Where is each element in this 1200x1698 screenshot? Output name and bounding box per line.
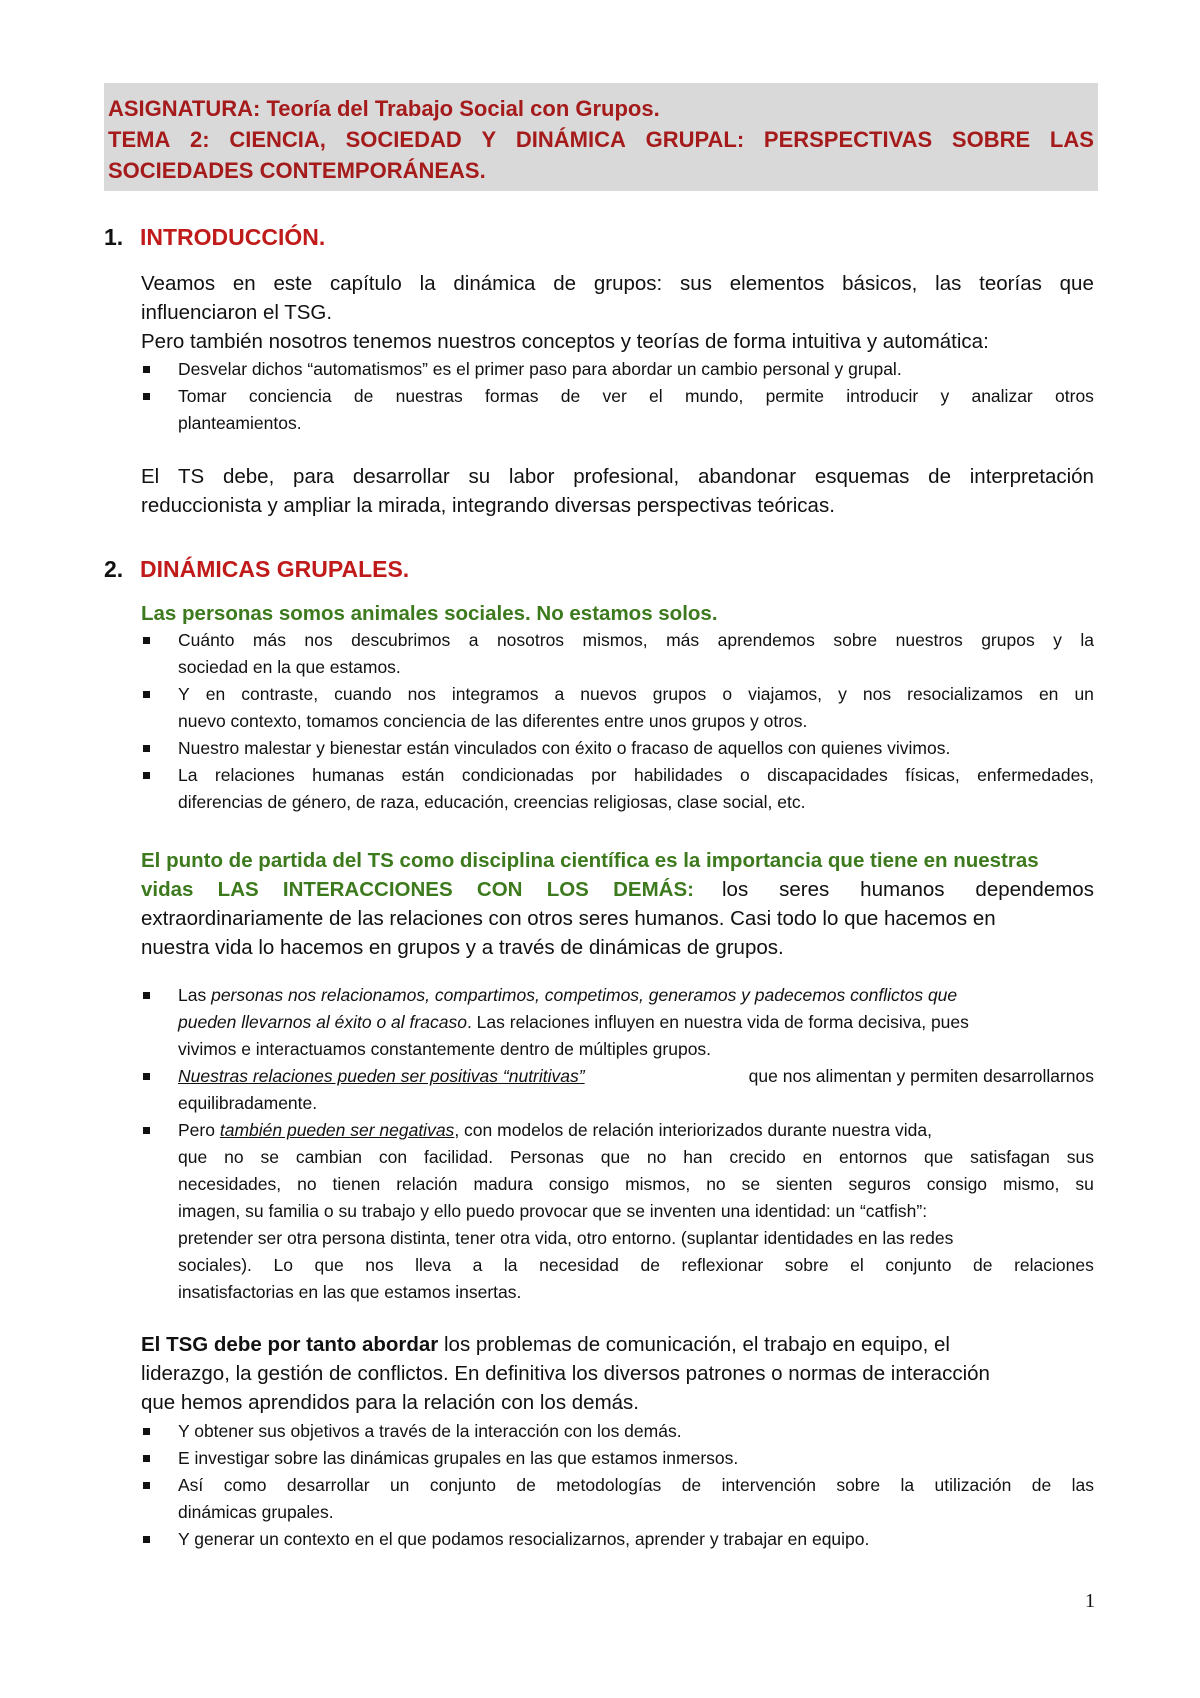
word: discapacidades: [767, 765, 888, 785]
word: Tomar: [178, 386, 227, 406]
word: grupos: [981, 630, 1035, 650]
text-line: Nuestro malestar y bienestar están vinculados con éxito o fracaso de aquellos con quienes vivimos.: [178, 738, 951, 758]
text-line: nuestra vida lo hacemos en grupos y a través de dinámicas de grupos.: [141, 936, 784, 959]
underlined-italic-text: Nuestras relaciones pueden ser positivas “nutritivas”: [178, 1066, 585, 1086]
word: labor: [508, 465, 555, 488]
word: cuando: [334, 684, 392, 704]
word: que: [924, 1147, 954, 1167]
word: grupos: [652, 684, 707, 704]
list-item: [141, 681, 1094, 735]
text-line: [178, 1009, 1094, 1036]
text-line: [178, 383, 1094, 410]
word: nuestros: [895, 630, 963, 650]
word: como: [223, 1475, 267, 1495]
word: mismo,: [1003, 1174, 1060, 1194]
bullet-icon: [143, 366, 150, 373]
text-line: [178, 681, 1094, 708]
list-item: [141, 383, 1094, 437]
word: Cuánto: [178, 630, 235, 650]
text-line: planteamientos.: [178, 413, 302, 433]
ts-closing-paragraph: [141, 462, 1094, 520]
word: enfermedades,: [977, 765, 1094, 785]
word: teorías: [979, 272, 1042, 295]
word: capítulo: [330, 272, 402, 295]
word: desarrollar: [286, 1475, 370, 1495]
word: introducir: [846, 386, 919, 406]
bullet-icon: [143, 1455, 150, 1462]
word: físicas,: [905, 765, 960, 785]
word: viajamos,: [748, 684, 823, 704]
word: dependemos: [975, 878, 1094, 901]
bullet-icon: [143, 691, 150, 698]
text-span: Las: [178, 985, 207, 1005]
word: un: [389, 1475, 410, 1495]
word: El: [141, 465, 160, 488]
word: la: [503, 1255, 518, 1275]
word: PERSPECTIVAS: [763, 127, 933, 152]
word: intervención: [721, 1475, 816, 1495]
word: humanas: [312, 765, 385, 785]
social-bullet-list: [141, 627, 1094, 816]
text-line: influenciaron el TSG.: [141, 301, 333, 324]
text-line: E investigar sobre las dinámicas grupales en las que estamos inmersos.: [178, 1448, 739, 1468]
word: Veamos: [141, 272, 216, 295]
topic-title-continuation: SOCIEDADES CONTEMPORÁNEAS.: [108, 158, 486, 183]
text-line: equilibradamente.: [178, 1093, 318, 1113]
word: SOBRE: [951, 127, 1031, 152]
text-line: sociedad en la que estamos.: [178, 657, 401, 677]
word: LAS: [1049, 127, 1094, 152]
text-span: , con modelos de relación interiorizados durante nuestra vida,: [454, 1120, 932, 1140]
subject-title: ASIGNATURA: Teoría del Trabajo Social con Grupos.: [108, 96, 660, 121]
text-line: nuevo contexto, tomamos conciencia de las diferentes entre unos grupos y otros.: [178, 711, 808, 731]
word: contraste,: [241, 684, 319, 704]
word: profesional,: [573, 465, 680, 488]
list-item: [141, 356, 1094, 383]
word: y: [940, 386, 950, 406]
word: debe,: [222, 465, 275, 488]
word: nuestras: [395, 386, 463, 406]
word: La: [178, 765, 198, 785]
text-line: [141, 1330, 1094, 1359]
list-item: [141, 627, 1094, 681]
word: de: [553, 272, 577, 295]
word: de: [928, 465, 951, 488]
text-line: que hemos aprendidos para la relación con los demás.: [141, 1391, 639, 1414]
underlined-italic-text: también pueden ser negativas: [219, 1120, 455, 1140]
word: por: [591, 765, 617, 785]
section-title: DINÁMICAS GRUPALES.: [140, 556, 410, 582]
word: relación: [396, 1174, 458, 1194]
text-line: [141, 269, 1094, 298]
word: a: [554, 684, 565, 704]
word: con: [378, 1147, 408, 1167]
word: relaciones: [1014, 1255, 1094, 1275]
word: de: [516, 1475, 536, 1495]
word: consigo: [926, 1174, 988, 1194]
word: nosotros: [496, 630, 565, 650]
word: CON: [476, 878, 523, 901]
word: Y: [178, 684, 190, 704]
section-2-subtitle: Las personas somos animales sociales. No estamos solos.: [141, 602, 718, 625]
text-line: [178, 1252, 1094, 1279]
word: la: [900, 1475, 915, 1495]
word: y: [838, 684, 847, 704]
word: que: [178, 1147, 208, 1167]
text-line: pretender ser otra persona distinta, tener otra vida, otro entorno. (suplantar identidades en las redes: [178, 1228, 954, 1248]
text-line: [141, 462, 1094, 491]
word: para: [293, 465, 335, 488]
word: CIENCIA,: [229, 127, 326, 152]
text-span: Pero: [178, 1120, 215, 1140]
word: Personas: [509, 1147, 584, 1167]
page-number: 1: [1085, 1590, 1095, 1612]
word: sociales).: [178, 1255, 252, 1275]
text-line: [178, 982, 1094, 1009]
word: más: [252, 630, 286, 650]
word: las: [935, 272, 962, 295]
word: que: [314, 1255, 344, 1275]
word: de: [681, 1475, 702, 1495]
word: consigo: [548, 1174, 610, 1194]
word: dinámica: [453, 272, 536, 295]
document-header: [104, 83, 1098, 191]
word: los: [722, 878, 749, 901]
word: su: [468, 465, 491, 488]
word: satisfagan: [970, 1147, 1050, 1167]
word: el: [649, 386, 663, 406]
text-line: El punto de partida del TS como disciplina científica es la importancia que tiene en nuestras: [141, 849, 1039, 872]
word: conciencia: [248, 386, 332, 406]
word: LAS: [217, 878, 259, 901]
list-item: [141, 1472, 1094, 1526]
word: Lo: [273, 1255, 293, 1275]
bullet-icon: [143, 1482, 150, 1489]
text-span: . Las relaciones influyen en nuestra vida de forma decisiva, pues: [466, 1012, 969, 1032]
word: DINÁMICA: [515, 127, 626, 152]
word: elementos: [729, 272, 825, 295]
text-line: Desvelar dichos “automatismos” es el primer paso para abordar un cambio personal y grupal.: [178, 359, 902, 379]
word: sobre: [836, 1475, 881, 1495]
list-item: [141, 1418, 1094, 1445]
word: humanos: [860, 878, 945, 901]
word: no: [706, 1174, 726, 1194]
text-line: insatisfactorias en las que estamos insertas.: [178, 1282, 522, 1302]
section-2-heading: [104, 554, 409, 584]
section-1-heading: [104, 222, 325, 252]
word: la: [419, 272, 436, 295]
word: su: [1075, 1174, 1094, 1194]
word: reflexionar: [681, 1255, 764, 1275]
bullet-icon: [143, 1073, 150, 1080]
word: GRUPAL:: [645, 127, 745, 152]
word: ver: [602, 386, 627, 406]
word: formas: [484, 386, 539, 406]
word: nos: [862, 684, 892, 704]
text-line: Y obtener sus objetivos a través de la interacción con los demás.: [178, 1421, 682, 1441]
text-line: liderazgo, la gestión de conflictos. En definitiva los diversos patrones o normas de interacción: [141, 1362, 990, 1385]
text-line: reduccionista y ampliar la mirada, integrando diversas perspectivas teóricas.: [141, 494, 835, 517]
word: de: [560, 386, 581, 406]
word: nuevos: [580, 684, 637, 704]
word: entornos: [839, 1147, 908, 1167]
relationships-bullet-list: [141, 982, 1094, 1306]
word: analizar: [971, 386, 1033, 406]
text-line: imagen, su familia o su trabajo y ello puedo provocar que se inventen una identidad: un “catfish”:: [178, 1201, 928, 1221]
word: nos: [365, 1255, 394, 1275]
text-line: extraordinariamente de las relaciones con otros seres humanos. Casi todo lo que hacemos en: [141, 907, 996, 930]
word: tienen: [332, 1174, 381, 1194]
word: interpretación: [969, 465, 1094, 488]
word: necesidades,: [178, 1174, 282, 1194]
word: mismos,: [625, 1174, 691, 1194]
text-line: Y generar un contexto en el que podamos resocializarnos, aprender y trabajar en equipo.: [178, 1529, 870, 1549]
word: abandonar: [698, 465, 797, 488]
word: de: [640, 1255, 660, 1275]
word: de: [973, 1255, 993, 1275]
list-item: [141, 982, 1094, 1063]
word: el: [850, 1255, 864, 1275]
list-item: [141, 1117, 1094, 1306]
text-line: [178, 627, 1094, 654]
word: mundo,: [684, 386, 744, 406]
word: DEMÁS:: [613, 878, 694, 901]
word: Así: [178, 1475, 204, 1495]
word: lleva: [415, 1255, 452, 1275]
word: se: [260, 1147, 279, 1167]
word: sobre: [784, 1255, 829, 1275]
word: se: [741, 1174, 761, 1194]
list-item: [141, 1526, 1094, 1553]
word: metodologías: [556, 1475, 662, 1495]
word: grupos:: [593, 272, 663, 295]
word: en: [802, 1147, 823, 1167]
text-span: los problemas de comunicación, el trabajo en equipo, el: [443, 1333, 950, 1356]
word: no: [646, 1147, 667, 1167]
list-item: [141, 762, 1094, 816]
text-line: [178, 1144, 1094, 1171]
word: la: [1080, 630, 1094, 650]
text-line: Pero también nosotros tenemos nuestros conceptos y teorías de forma intuitiva y automática:: [141, 330, 989, 353]
word: INTERACCIONES: [282, 878, 453, 901]
word: madura: [473, 1174, 533, 1194]
tsg-paragraph: [141, 1330, 1094, 1417]
word: 2:: [190, 127, 210, 152]
text-line: vivimos e interactuamos constantemente dentro de múltiples grupos.: [178, 1039, 712, 1059]
word: de: [353, 386, 374, 406]
italic-text: pueden llevarnos al éxito o al fracaso: [178, 1012, 467, 1032]
word: y: [1053, 630, 1062, 650]
section-number: 1.: [104, 224, 124, 250]
word: esquemas: [814, 465, 910, 488]
word: TEMA: [108, 127, 171, 152]
italic-text: personas nos relacionamos, compartimos, competimos, generamos y padecemos conflictos que: [211, 985, 958, 1005]
word: vidas: [141, 878, 194, 901]
bullet-icon: [143, 745, 150, 752]
text-phrase: [722, 875, 1094, 904]
word: en: [232, 272, 256, 295]
word: Y: [481, 127, 497, 152]
word: en: [205, 684, 226, 704]
word: las: [1071, 1475, 1094, 1495]
list-item: [141, 735, 1094, 762]
word: más: [666, 630, 700, 650]
intro-paragraph: [141, 269, 1094, 356]
word: integramos: [451, 684, 539, 704]
word: cambian: [295, 1147, 362, 1167]
word: en: [1038, 684, 1059, 704]
word: que: [1059, 272, 1094, 295]
word: sobre: [833, 630, 878, 650]
word: otros: [1055, 386, 1094, 406]
word: descubrimos: [351, 630, 451, 650]
word: o: [722, 684, 733, 704]
text-line: [178, 1472, 1094, 1499]
word: utilización: [934, 1475, 1012, 1495]
word: seres: [779, 878, 830, 901]
word: condicionadas: [461, 765, 574, 785]
text-line: dinámicas grupales.: [178, 1502, 334, 1522]
word: conjunto: [885, 1255, 952, 1275]
list-item: [141, 1063, 1094, 1117]
word: desarrollar: [352, 465, 450, 488]
bullet-icon: [143, 637, 150, 644]
word: sienten: [776, 1174, 833, 1194]
word: o: [739, 765, 750, 785]
word: SOCIEDAD: [345, 127, 462, 152]
word: están: [401, 765, 445, 785]
word: han: [683, 1147, 713, 1167]
text-line: [178, 762, 1094, 789]
word: aprendemos: [717, 630, 815, 650]
text-line: [178, 1171, 1094, 1198]
word: seguros: [848, 1174, 911, 1194]
word: que: [600, 1147, 630, 1167]
topic-title-line: [108, 124, 1094, 155]
bullet-icon: [143, 992, 150, 999]
bullet-icon: [143, 1536, 150, 1543]
intro-bullet-list: [141, 356, 1094, 437]
starting-point-paragraph: [141, 846, 1094, 962]
word: resocializamos: [907, 684, 1023, 704]
word: habilidades: [633, 765, 723, 785]
word: nos: [407, 684, 436, 704]
word: crecido: [729, 1147, 786, 1167]
bullet-icon: [143, 1127, 150, 1134]
bullet-icon: [143, 393, 150, 400]
word: conjunto: [429, 1475, 496, 1495]
section-number: 2.: [104, 556, 124, 582]
bullet-icon: [143, 1428, 150, 1435]
text-line: [141, 875, 1094, 904]
word: necesidad: [539, 1255, 619, 1275]
word: básicos,: [842, 272, 918, 295]
text-line: diferencias de género, de raza, educación, creencias religiosas, clase social, etc.: [178, 792, 806, 812]
word: permite: [765, 386, 824, 406]
word: relaciones: [214, 765, 295, 785]
section-title: INTRODUCCIÓN.: [140, 224, 326, 250]
interactions-phrase: [141, 875, 694, 904]
word: nos: [304, 630, 333, 650]
word: a: [468, 630, 479, 650]
text-line: [178, 1117, 1094, 1144]
word: de: [1031, 1475, 1052, 1495]
list-item: [141, 1445, 1094, 1472]
word: facilidad.: [423, 1147, 494, 1167]
word: a: [472, 1255, 483, 1275]
word: sus: [680, 272, 712, 295]
word: TS: [178, 465, 205, 488]
tsg-bullet-list: [141, 1418, 1094, 1553]
bullet-icon: [143, 772, 150, 779]
word: sus: [1066, 1147, 1094, 1167]
word: LOS: [546, 878, 589, 901]
word: este: [273, 272, 313, 295]
word: mismos,: [582, 630, 648, 650]
word: un: [1074, 684, 1094, 704]
word: no: [224, 1147, 244, 1167]
word: no: [297, 1174, 317, 1194]
text-line: [178, 1063, 1094, 1090]
bold-text: El TSG debe por tanto abordar: [141, 1333, 439, 1356]
text-span: que nos alimentan y permiten desarrollarnos: [748, 1066, 1094, 1086]
